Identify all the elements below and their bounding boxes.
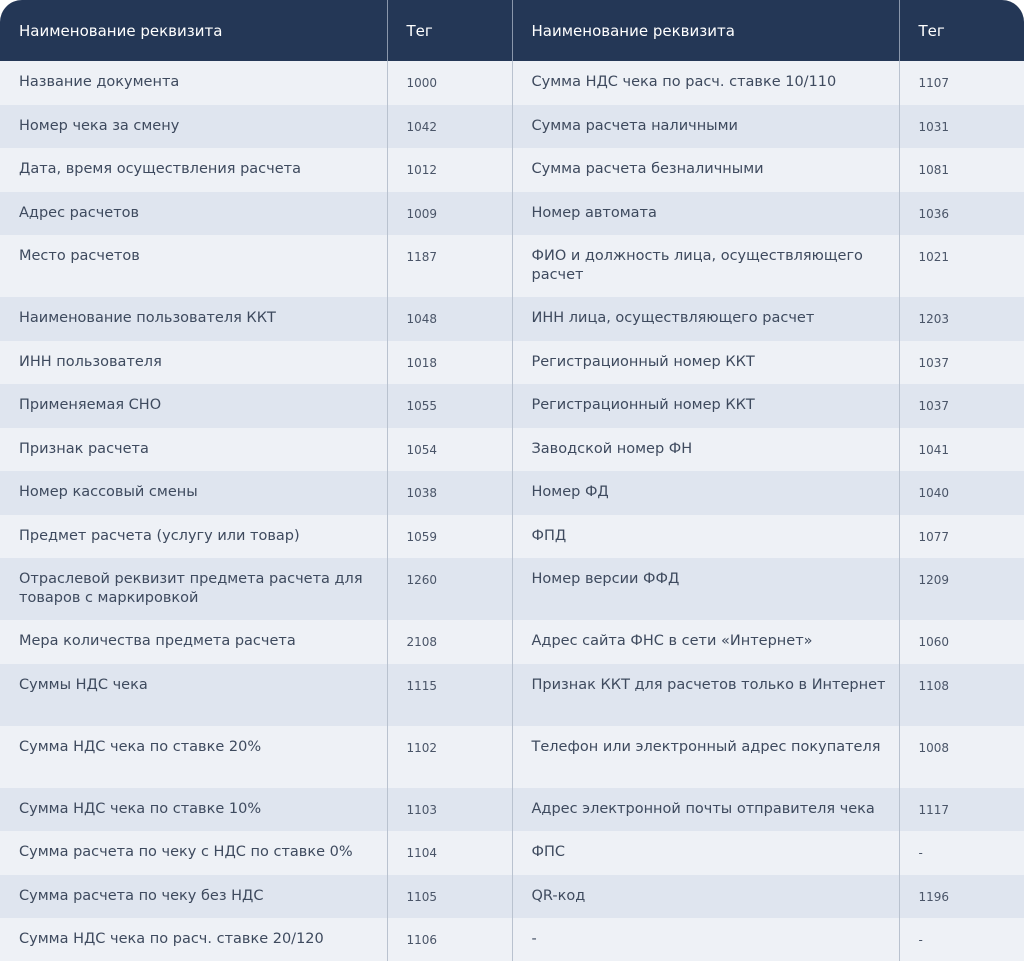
left-name-cell: Место расчетов bbox=[19, 248, 140, 264]
right-name-cell: ИНН лица, осуществляющего расчет bbox=[512, 297, 899, 341]
left-name-cell: Применяемая СНО bbox=[19, 397, 162, 413]
left-tag-cell: 1048 bbox=[387, 297, 512, 341]
table-row bbox=[0, 620, 1024, 664]
right-tag-cell: 1040 bbox=[899, 471, 1024, 515]
left-tag-cell: 1102 bbox=[387, 726, 512, 788]
right-tag-cell: 1081 bbox=[899, 148, 1024, 192]
table-row bbox=[0, 61, 1024, 105]
table-row bbox=[0, 192, 1024, 236]
right-tag-cell: 1041 bbox=[899, 428, 1024, 472]
right-tag-cell: 1077 bbox=[899, 515, 1024, 559]
table-row bbox=[0, 918, 1024, 961]
right-tag-cell: 1203 bbox=[899, 297, 1024, 341]
table-row bbox=[0, 726, 1024, 788]
left-tag-cell: 1105 bbox=[387, 875, 512, 919]
right-tag-cell: - bbox=[899, 831, 1024, 875]
table-row bbox=[0, 471, 1024, 515]
right-tag-cell: - bbox=[899, 918, 1024, 961]
table-row bbox=[0, 558, 1024, 620]
right-tag-cell: 1037 bbox=[899, 341, 1024, 385]
left-name-cell: Дата, время осуществления расчета bbox=[19, 161, 301, 177]
left-name-cell: Предмет расчета (услугу или товар) bbox=[19, 527, 300, 544]
left-tag-cell: 1103 bbox=[387, 788, 512, 832]
table-row bbox=[0, 788, 1024, 832]
left-tag-cell: 1260 bbox=[387, 558, 512, 620]
right-name-cell: Признак ККТ для расчетов только в Интернет bbox=[512, 664, 899, 726]
left-tag-cell: 1009 bbox=[387, 192, 512, 236]
table-header-row bbox=[0, 0, 1024, 61]
left-name-cell: Сумма НДС чека по ставке 10% bbox=[19, 800, 262, 817]
left-name-cell: Суммы НДС чека bbox=[19, 676, 148, 693]
table-row bbox=[0, 664, 1024, 726]
right-name-cell: - bbox=[512, 918, 899, 961]
left-name-cell: Сумма расчета по чеку без НДС bbox=[19, 887, 264, 904]
right-tag-cell: 1037 bbox=[899, 384, 1024, 428]
table-row bbox=[0, 105, 1024, 149]
right-name-cell: Регистрационный номер ККТ bbox=[512, 384, 899, 428]
right-tag-cell: 1107 bbox=[899, 61, 1024, 105]
left-name-cell: Название документа bbox=[19, 74, 180, 90]
left-name-cell: Наименование пользователя ККТ bbox=[19, 310, 276, 326]
table-row bbox=[0, 384, 1024, 428]
left-tag-cell: 2108 bbox=[387, 620, 512, 664]
right-name-cell: Сумма НДС чека по расч. ставке 10/110 bbox=[512, 61, 899, 105]
left-tag-cell: 1106 bbox=[387, 918, 512, 961]
right-name-cell: Адрес электронной почты отправителя чека bbox=[512, 788, 899, 832]
right-name-cell: Телефон или электронный адрес покупателя bbox=[512, 726, 899, 788]
left-tag-cell: 1042 bbox=[387, 105, 512, 149]
table-row bbox=[0, 148, 1024, 192]
right-tag-cell: 1108 bbox=[899, 664, 1024, 726]
table-row bbox=[0, 428, 1024, 472]
right-name-cell: ФИО и должность лица, осуществляющего расчет bbox=[512, 235, 899, 297]
right-tag-cell: 1031 bbox=[899, 105, 1024, 149]
left-name-cell: Сумма НДС чека по ставке 20% bbox=[19, 738, 262, 755]
header-tag-right: Тег bbox=[899, 0, 1024, 61]
table-row bbox=[0, 875, 1024, 919]
right-tag-cell: 1060 bbox=[899, 620, 1024, 664]
left-name-cell: ИНН пользователя bbox=[19, 353, 162, 370]
right-name-cell: Номер версии ФФД bbox=[512, 558, 899, 620]
right-tag-cell: 1021 bbox=[899, 235, 1024, 297]
right-name-cell: Регистрационный номер ККТ bbox=[512, 341, 899, 385]
left-name-cell: Сумма расчета по чеку с НДС по ставке 0% bbox=[19, 844, 353, 860]
right-tag-cell: 1008 bbox=[899, 726, 1024, 788]
header-name-left: Наименование реквизита bbox=[19, 21, 223, 40]
header-name-right: Наименование реквизита bbox=[512, 0, 899, 61]
left-tag-cell: 1187 bbox=[387, 235, 512, 297]
left-name-cell: Сумма НДС чека по расч. ставке 20/120 bbox=[19, 931, 324, 947]
left-name-cell: Номер кассовый смены bbox=[19, 484, 198, 500]
table-row bbox=[0, 235, 1024, 297]
right-tag-cell: 1036 bbox=[899, 192, 1024, 236]
left-tag-cell: 1055 bbox=[387, 384, 512, 428]
left-tag-cell: 1104 bbox=[387, 831, 512, 875]
left-tag-cell: 1054 bbox=[387, 428, 512, 472]
right-name-cell: Адрес сайта ФНС в сети «Интернет» bbox=[512, 620, 899, 664]
right-name-cell: Заводской номер ФН bbox=[512, 428, 899, 472]
right-name-cell: ФПС bbox=[512, 831, 899, 875]
left-name-cell: Отраслевой реквизит предмета расчета для товаров с маркировкой bbox=[19, 571, 363, 606]
left-name-cell: Адрес расчетов bbox=[19, 204, 140, 221]
right-name-cell: Сумма расчета наличными bbox=[512, 105, 899, 149]
right-name-cell: QR-код bbox=[512, 875, 899, 919]
right-name-cell: Номер автомата bbox=[512, 192, 899, 236]
left-tag-cell: 1059 bbox=[387, 515, 512, 559]
table-row bbox=[0, 515, 1024, 559]
right-tag-cell: 1117 bbox=[899, 788, 1024, 832]
left-tag-cell: 1038 bbox=[387, 471, 512, 515]
right-name-cell: Номер ФД bbox=[512, 471, 899, 515]
table-row bbox=[0, 831, 1024, 875]
right-tag-cell: 1209 bbox=[899, 558, 1024, 620]
left-tag-cell: 1012 bbox=[387, 148, 512, 192]
left-tag-cell: 1000 bbox=[387, 61, 512, 105]
left-name-cell: Номер чека за смену bbox=[19, 117, 180, 134]
left-tag-cell: 1018 bbox=[387, 341, 512, 385]
right-tag-cell: 1196 bbox=[899, 875, 1024, 919]
table-row bbox=[0, 297, 1024, 341]
right-name-cell: ФПД bbox=[512, 515, 899, 559]
left-name-cell: Мера количества предмета расчета bbox=[19, 633, 296, 649]
left-tag-cell: 1115 bbox=[387, 664, 512, 726]
table-row bbox=[0, 341, 1024, 385]
header-tag-left: Тег bbox=[387, 0, 512, 61]
left-name-cell: Признак расчета bbox=[19, 440, 149, 457]
right-name-cell: Сумма расчета безналичными bbox=[512, 148, 899, 192]
